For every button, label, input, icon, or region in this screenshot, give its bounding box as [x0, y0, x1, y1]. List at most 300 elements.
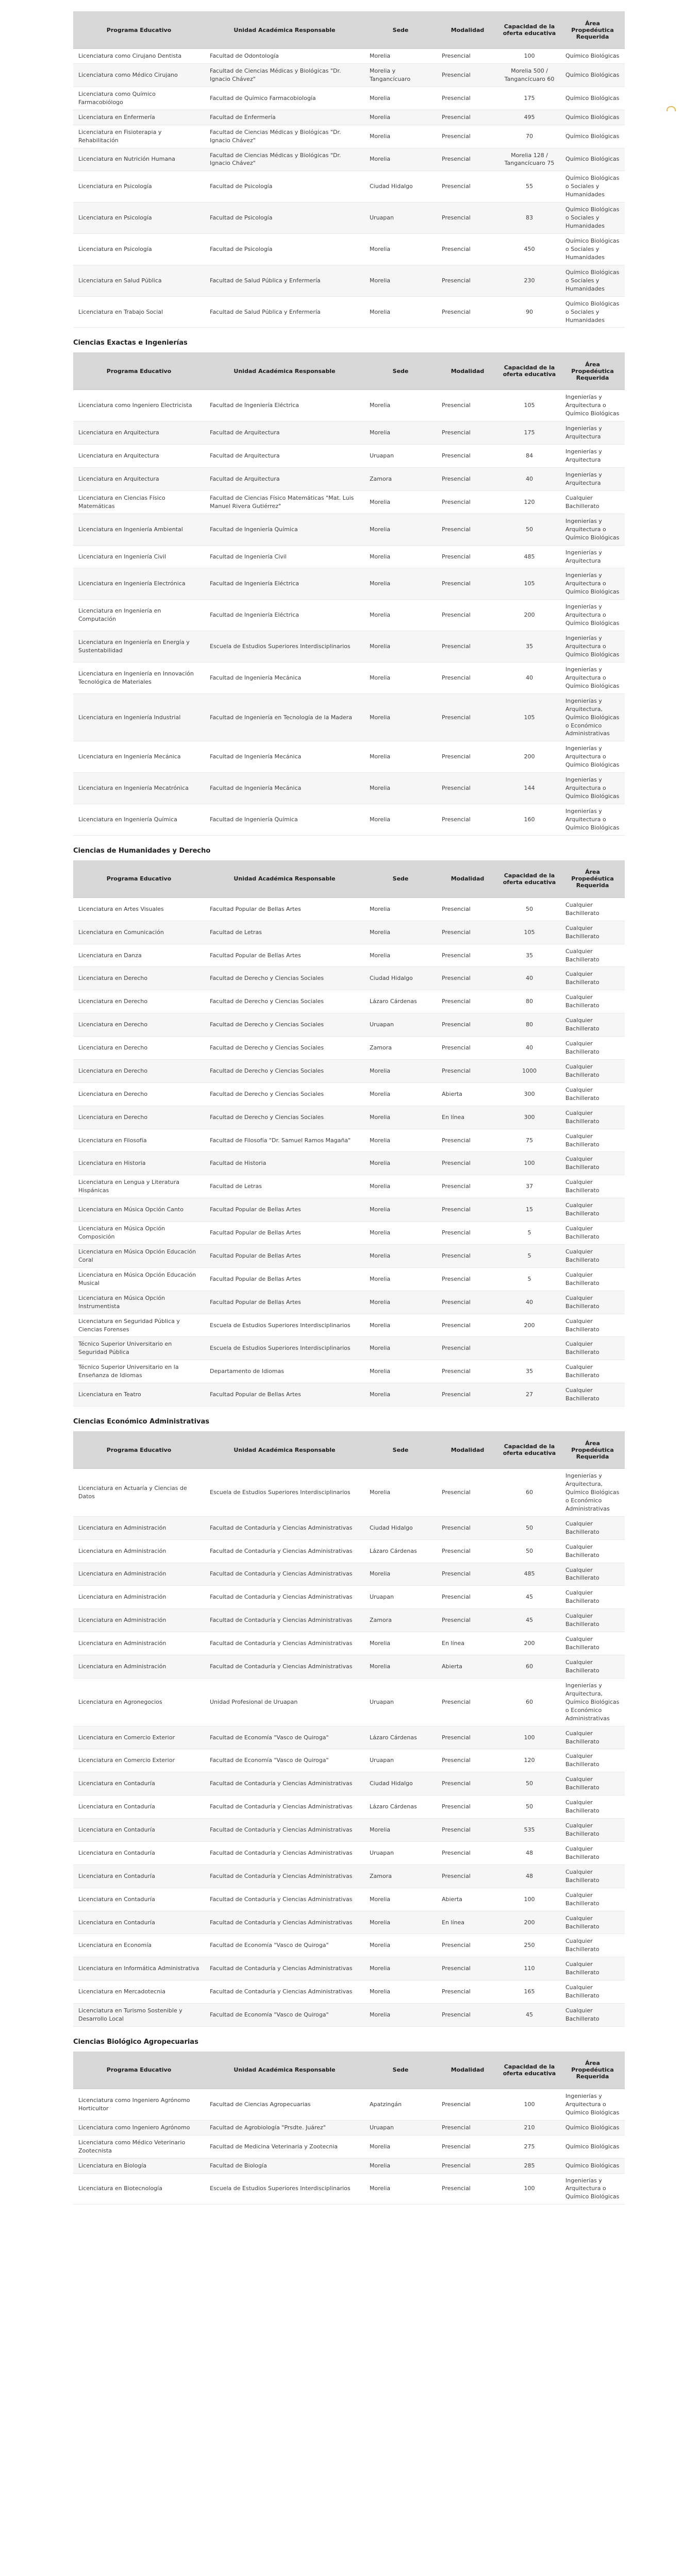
- cell-capacity: 55: [498, 171, 560, 202]
- cell-capacity: Morelia 128 / Tangancícuaro 75: [498, 148, 560, 171]
- section-title: Ciencias Económico Administrativas: [73, 1418, 210, 1426]
- table-row: [73, 662, 625, 693]
- cell-capacity: 120: [498, 490, 560, 514]
- cell-program: Licenciatura como Médico Veterinario Zootecnista: [73, 2135, 205, 2158]
- cell-capacity: 144: [498, 773, 560, 804]
- table-row: [73, 87, 625, 110]
- cell-modality: Abierta: [437, 1082, 498, 1106]
- table-row: [73, 1841, 625, 1865]
- cell-program: Licenciatura en Administración: [73, 1539, 205, 1563]
- cell-capacity: 5: [498, 1244, 560, 1267]
- cell-modality: Presencial: [437, 1013, 498, 1037]
- cell-program: Licenciatura en Salud Pública: [73, 265, 205, 296]
- table-row: [73, 1980, 625, 2004]
- table-row: [73, 2158, 625, 2173]
- cell-unit: Facultad de Ciencias Médicas y Biológicas "Dr. Ignacio Chávez": [205, 63, 364, 87]
- column-header-modality: Modalidad: [437, 860, 498, 898]
- cell-program: Licenciatura en Lengua y Literatura Hispánicas: [73, 1175, 205, 1198]
- cell-site: Morelia: [364, 545, 437, 568]
- cell-area: Cualquier Bachillerato: [560, 1609, 625, 1632]
- column-header-unit: Unidad Académica Responsable: [205, 860, 364, 898]
- cell-area: Ingenierías y Arquitectura o Químico Biológicas: [560, 804, 625, 836]
- cell-area: Químico Biológicas: [560, 125, 625, 148]
- cell-unit: Facultad de Letras: [205, 1175, 364, 1198]
- cell-site: Morelia: [364, 265, 437, 296]
- cell-program: Licenciatura en Mercadotecnia: [73, 1980, 205, 2004]
- cell-unit: Facultad de Contaduría y Ciencias Administrativas: [205, 1563, 364, 1586]
- cell-site: Morelia: [364, 631, 437, 663]
- table-row: [73, 265, 625, 296]
- cell-capacity: 60: [498, 1678, 560, 1726]
- cell-unit: Facultad de Contaduría y Ciencias Administrativas: [205, 1865, 364, 1888]
- cell-capacity: 175: [498, 87, 560, 110]
- column-header-capacity: Capacidad de la oferta educativa: [498, 352, 560, 390]
- cell-site: Morelia: [364, 773, 437, 804]
- table-row: [73, 1795, 625, 1819]
- cell-modality: Presencial: [437, 1539, 498, 1563]
- cell-site: Morelia: [364, 1957, 437, 1980]
- program-section: [73, 1418, 625, 2031]
- table-row: [73, 1609, 625, 1632]
- table-row: [73, 2004, 625, 2027]
- cell-area: Cualquier Bachillerato: [560, 1337, 625, 1360]
- cell-site: Morelia: [364, 234, 437, 265]
- cell-area: Cualquier Bachillerato: [560, 1198, 625, 1222]
- cell-area: Ingenierías y Arquitectura: [560, 468, 625, 491]
- cell-site: Morelia: [364, 110, 437, 125]
- table-row: [73, 693, 625, 741]
- cell-modality: Presencial: [437, 600, 498, 631]
- table-row: [73, 1152, 625, 1175]
- cell-program: Licenciatura en Danza: [73, 944, 205, 967]
- cell-site: Morelia: [364, 1198, 437, 1222]
- cell-capacity: 15: [498, 1198, 560, 1222]
- cell-modality: Presencial: [437, 265, 498, 296]
- cell-area: Cualquier Bachillerato: [560, 1841, 625, 1865]
- cell-site: Morelia: [364, 1129, 437, 1152]
- cell-area: Cualquier Bachillerato: [560, 1563, 625, 1586]
- cell-area: Cualquier Bachillerato: [560, 1175, 625, 1198]
- table-row: [73, 1865, 625, 1888]
- column-header-area: Área Propedéutica Requerida: [560, 860, 625, 898]
- cell-modality: Presencial: [437, 1383, 498, 1406]
- column-header-program: Programa Educativo: [73, 860, 205, 898]
- cell-capacity: 60: [498, 1469, 560, 1517]
- cell-capacity: 45: [498, 2004, 560, 2027]
- cell-modality: Presencial: [437, 1360, 498, 1383]
- cell-program: Licenciatura en Ingeniería Mecatrónica: [73, 773, 205, 804]
- cell-capacity: 5: [498, 1267, 560, 1291]
- cell-area: Químico Biológicas o Sociales y Humanidades: [560, 202, 625, 234]
- cell-area: Cualquier Bachillerato: [560, 1152, 625, 1175]
- cell-area: Cualquier Bachillerato: [560, 490, 625, 514]
- cell-modality: Presencial: [437, 741, 498, 773]
- table-row: [73, 125, 625, 148]
- cell-modality: Presencial: [437, 1678, 498, 1726]
- cell-area: Ingenierías y Arquitectura o Químico Biológicas: [560, 514, 625, 545]
- cell-area: Ingenierías y Arquitectura, Químico Biológicas o Económico Administrativas: [560, 1469, 625, 1517]
- cell-site: Morelia: [364, 568, 437, 600]
- cell-unit: Facultad de Contaduría y Ciencias Administrativas: [205, 1980, 364, 2004]
- cell-site: Morelia: [364, 2135, 437, 2158]
- cell-program: Licenciatura en Arquitectura: [73, 468, 205, 491]
- cell-program: Licenciatura como Médico Cirujano: [73, 63, 205, 87]
- cell-area: Ingenierías y Arquitectura o Químico Biológicas: [560, 631, 625, 663]
- cell-capacity: 50: [498, 514, 560, 545]
- cell-program: Licenciatura como Ingeniero Agrónomo Horticultor: [73, 2089, 205, 2120]
- cell-modality: Presencial: [437, 2158, 498, 2173]
- cell-unit: Facultad de Arquitectura: [205, 445, 364, 468]
- program-section: [73, 3, 625, 332]
- scroll-indicator-icon[interactable]: [667, 106, 676, 111]
- section-title: Ciencias Exactas e Ingenierías: [73, 339, 188, 347]
- cell-program: Licenciatura en Derecho: [73, 1037, 205, 1060]
- table-row: [73, 1059, 625, 1082]
- cell-area: Cualquier Bachillerato: [560, 1222, 625, 1245]
- cell-unit: Facultad de Derecho y Ciencias Sociales: [205, 1037, 364, 1060]
- cell-capacity: 50: [498, 1795, 560, 1819]
- cell-capacity: 200: [498, 1314, 560, 1337]
- cell-modality: Presencial: [437, 296, 498, 328]
- table-row: [73, 1222, 625, 1245]
- column-header-program: Programa Educativo: [73, 1431, 205, 1469]
- table-row: [73, 1013, 625, 1037]
- table-row: [73, 967, 625, 990]
- table-header-row: [73, 860, 625, 898]
- cell-area: Cualquier Bachillerato: [560, 1632, 625, 1655]
- table-row: [73, 1888, 625, 1911]
- cell-unit: Facultad Popular de Bellas Artes: [205, 1291, 364, 1314]
- cell-modality: Presencial: [437, 87, 498, 110]
- cell-area: Cualquier Bachillerato: [560, 1267, 625, 1291]
- table-row: [73, 2135, 625, 2158]
- table-row: [73, 1198, 625, 1222]
- cell-program: Licenciatura en Informática Administrativa: [73, 1957, 205, 1980]
- cell-program: Licenciatura en Psicología: [73, 171, 205, 202]
- cell-program: Licenciatura en Comercio Exterior: [73, 1749, 205, 1772]
- cell-site: Morelia: [364, 1934, 437, 1957]
- cell-area: Químico Biológicas o Sociales y Humanidades: [560, 296, 625, 328]
- cell-modality: Presencial: [437, 490, 498, 514]
- cell-modality: En línea: [437, 1632, 498, 1655]
- table-row: [73, 773, 625, 804]
- cell-site: Morelia: [364, 296, 437, 328]
- table-row: [73, 148, 625, 171]
- cell-program: Licenciatura en Biotecnología: [73, 2173, 205, 2205]
- table-row: [73, 2120, 625, 2135]
- cell-unit: Facultad de Contaduría y Ciencias Administrativas: [205, 1772, 364, 1795]
- cell-unit: Facultad de Psicología: [205, 202, 364, 234]
- cell-program: Licenciatura en Comunicación: [73, 921, 205, 944]
- table-row: [73, 2089, 625, 2120]
- cell-program: Licenciatura en Ciencias Físico Matemáticas: [73, 490, 205, 514]
- cell-area: Ingenierías y Arquitectura o Químico Biológicas: [560, 568, 625, 600]
- cell-area: Cualquier Bachillerato: [560, 1934, 625, 1957]
- table-row: [73, 490, 625, 514]
- cell-unit: Unidad Profesional de Uruapan: [205, 1678, 364, 1726]
- cell-capacity: 35: [498, 944, 560, 967]
- cell-unit: Facultad de Letras: [205, 921, 364, 944]
- cell-modality: Presencial: [437, 468, 498, 491]
- cell-capacity: 160: [498, 804, 560, 836]
- column-header-program: Programa Educativo: [73, 11, 205, 49]
- column-header-capacity: Capacidad de la oferta educativa: [498, 11, 560, 49]
- cell-unit: Facultad de Economía "Vasco de Quiroga": [205, 1749, 364, 1772]
- cell-capacity: 200: [498, 741, 560, 773]
- cell-capacity: 1000: [498, 1059, 560, 1082]
- cell-unit: Facultad de Contaduría y Ciencias Administrativas: [205, 1632, 364, 1655]
- cell-program: Licenciatura en Derecho: [73, 967, 205, 990]
- cell-site: Uruapan: [364, 1586, 437, 1609]
- cell-unit: Facultad de Derecho y Ciencias Sociales: [205, 1059, 364, 1082]
- cell-site: Uruapan: [364, 2120, 437, 2135]
- cell-area: Cualquier Bachillerato: [560, 944, 625, 967]
- cell-program: Licenciatura en Ingeniería en Computación: [73, 600, 205, 631]
- cell-modality: Presencial: [437, 1175, 498, 1198]
- cell-unit: Facultad de Biología: [205, 2158, 364, 2173]
- cell-modality: Presencial: [437, 2089, 498, 2120]
- cell-capacity: 40: [498, 662, 560, 693]
- cell-unit: Facultad de Ingeniería Eléctrica: [205, 600, 364, 631]
- cell-capacity: 80: [498, 990, 560, 1013]
- cell-unit: Escuela de Estudios Superiores Interdisciplinarios: [205, 2173, 364, 2205]
- cell-modality: Presencial: [437, 1726, 498, 1749]
- table-header-row: [73, 11, 625, 49]
- table-row: [73, 468, 625, 491]
- cell-unit: Escuela de Estudios Superiores Interdisciplinarios: [205, 1469, 364, 1517]
- cell-capacity: 100: [498, 1726, 560, 1749]
- cell-modality: Presencial: [437, 2173, 498, 2205]
- cell-modality: Abierta: [437, 1888, 498, 1911]
- cell-unit: Facultad de Economía "Vasco de Quiroga": [205, 1934, 364, 1957]
- cell-site: Morelia: [364, 1888, 437, 1911]
- cell-capacity: 495: [498, 110, 560, 125]
- cell-capacity: 200: [498, 600, 560, 631]
- table-header-row: [73, 352, 625, 390]
- cell-capacity: 165: [498, 1980, 560, 2004]
- cell-program: Licenciatura como Químico Farmacobiólogo: [73, 87, 205, 110]
- cell-program: Licenciatura en Administración: [73, 1609, 205, 1632]
- cell-area: Cualquier Bachillerato: [560, 1586, 625, 1609]
- cell-capacity: 37: [498, 1175, 560, 1198]
- cell-capacity: 250: [498, 1934, 560, 1957]
- column-header-site: Sede: [364, 860, 437, 898]
- cell-modality: Presencial: [437, 944, 498, 967]
- cell-unit: Facultad de Ingeniería en Tecnología de la Madera: [205, 693, 364, 741]
- cell-program: Licenciatura en Música Opción Instrumentista: [73, 1291, 205, 1314]
- table-row: [73, 445, 625, 468]
- column-header-modality: Modalidad: [437, 352, 498, 390]
- cell-program: Licenciatura en Artes Visuales: [73, 897, 205, 921]
- cell-area: Ingenierías y Arquitectura o Químico Biológicas: [560, 773, 625, 804]
- cell-modality: Presencial: [437, 390, 498, 421]
- cell-modality: Presencial: [437, 967, 498, 990]
- cell-area: Cualquier Bachillerato: [560, 897, 625, 921]
- cell-site: Morelia: [364, 125, 437, 148]
- cell-modality: Presencial: [437, 49, 498, 64]
- cell-area: Cualquier Bachillerato: [560, 1957, 625, 1980]
- cell-capacity: 90: [498, 296, 560, 328]
- cell-site: Uruapan: [364, 1013, 437, 1037]
- cell-modality: Presencial: [437, 63, 498, 87]
- cell-unit: Facultad de Historia: [205, 1152, 364, 1175]
- cell-program: Técnico Superior Universitario en Seguridad Pública: [73, 1337, 205, 1360]
- cell-program: Licenciatura en Seguridad Pública y Ciencias Forenses: [73, 1314, 205, 1337]
- table-row: [73, 1175, 625, 1198]
- cell-unit: Facultad de Ingeniería Mecánica: [205, 662, 364, 693]
- cell-unit: Facultad de Salud Pública y Enfermería: [205, 296, 364, 328]
- cell-modality: Presencial: [437, 1841, 498, 1865]
- cell-site: Morelia: [364, 49, 437, 64]
- cell-modality: En línea: [437, 1911, 498, 1934]
- cell-area: Cualquier Bachillerato: [560, 967, 625, 990]
- cell-modality: Presencial: [437, 445, 498, 468]
- cell-modality: Presencial: [437, 1586, 498, 1609]
- column-header-area: Área Propedéutica Requerida: [560, 352, 625, 390]
- cell-program: Licenciatura en Biología: [73, 2158, 205, 2173]
- column-header-area: Área Propedéutica Requerida: [560, 1431, 625, 1469]
- cell-modality: Presencial: [437, 1291, 498, 1314]
- table-row: [73, 1934, 625, 1957]
- cell-unit: Facultad Popular de Bellas Artes: [205, 1222, 364, 1245]
- cell-area: Ingenierías y Arquitectura o Químico Biológicas: [560, 662, 625, 693]
- cell-modality: Presencial: [437, 171, 498, 202]
- column-header-area: Área Propedéutica Requerida: [560, 2052, 625, 2089]
- cell-program: Licenciatura en Derecho: [73, 990, 205, 1013]
- cell-modality: Presencial: [437, 693, 498, 741]
- cell-unit: Facultad de Contaduría y Ciencias Administrativas: [205, 1586, 364, 1609]
- cell-unit: Facultad de Derecho y Ciencias Sociales: [205, 967, 364, 990]
- table-row: [73, 1337, 625, 1360]
- cell-capacity: 105: [498, 921, 560, 944]
- cell-site: Morelia: [364, 1383, 437, 1406]
- cell-site: Morelia: [364, 87, 437, 110]
- cell-program: Licenciatura en Contaduría: [73, 1865, 205, 1888]
- table-row: [73, 545, 625, 568]
- column-header-capacity: Capacidad de la oferta educativa: [498, 860, 560, 898]
- cell-site: Uruapan: [364, 202, 437, 234]
- cell-program: Licenciatura en Ingeniería Electrónica: [73, 568, 205, 600]
- cell-capacity: 70: [498, 125, 560, 148]
- cell-site: Ciudad Hidalgo: [364, 1516, 437, 1539]
- cell-capacity: 45: [498, 1586, 560, 1609]
- cell-program: Licenciatura en Ingeniería en Energía y Sustentabilidad: [73, 631, 205, 663]
- cell-capacity: 60: [498, 1655, 560, 1679]
- cell-site: Morelia: [364, 693, 437, 741]
- cell-program: Licenciatura en Música Opción Educación Musical: [73, 1267, 205, 1291]
- cell-site: Ciudad Hidalgo: [364, 1772, 437, 1795]
- cell-program: Licenciatura en Ingeniería Mecánica: [73, 741, 205, 773]
- cell-capacity: 35: [498, 1360, 560, 1383]
- table-row: [73, 1586, 625, 1609]
- cell-modality: Presencial: [437, 545, 498, 568]
- cell-capacity: 210: [498, 2120, 560, 2135]
- table-row: [73, 600, 625, 631]
- cell-unit: Facultad Popular de Bellas Artes: [205, 897, 364, 921]
- program-section: [73, 339, 625, 839]
- table-row: [73, 1772, 625, 1795]
- table-row: [73, 1244, 625, 1267]
- cell-program: Licenciatura en Contaduría: [73, 1911, 205, 1934]
- cell-modality: Presencial: [437, 234, 498, 265]
- cell-capacity: 285: [498, 2158, 560, 2173]
- cell-program: Licenciatura en Filosofía: [73, 1129, 205, 1152]
- cell-area: Químico Biológicas: [560, 2120, 625, 2135]
- table-row: [73, 990, 625, 1013]
- column-header-modality: Modalidad: [437, 2052, 498, 2089]
- cell-site: Morelia: [364, 1175, 437, 1198]
- cell-program: Licenciatura en Arquitectura: [73, 421, 205, 445]
- cell-capacity: 40: [498, 967, 560, 990]
- cell-modality: Presencial: [437, 202, 498, 234]
- cell-site: Morelia: [364, 1244, 437, 1267]
- cell-site: Morelia: [364, 1291, 437, 1314]
- cell-capacity: 450: [498, 234, 560, 265]
- cell-area: Ingenierías y Arquitectura o Químico Biológicas: [560, 600, 625, 631]
- cell-unit: Facultad Popular de Bellas Artes: [205, 1198, 364, 1222]
- cell-unit: Facultad de Odontología: [205, 49, 364, 64]
- cell-unit: Facultad de Salud Pública y Enfermería: [205, 265, 364, 296]
- cell-modality: Presencial: [437, 1795, 498, 1819]
- cell-modality: Abierta: [437, 1655, 498, 1679]
- cell-unit: Facultad de Químico Farmacobiología: [205, 87, 364, 110]
- sections-root: [73, 3, 625, 2209]
- section-title: Ciencias de Humanidades y Derecho: [73, 846, 211, 855]
- cell-capacity: 27: [498, 1383, 560, 1406]
- cell-capacity: 50: [498, 1772, 560, 1795]
- cell-area: Cualquier Bachillerato: [560, 1749, 625, 1772]
- cell-site: Morelia: [364, 1563, 437, 1586]
- cell-site: Ciudad Hidalgo: [364, 171, 437, 202]
- table-row: [73, 1082, 625, 1106]
- cell-capacity: 175: [498, 421, 560, 445]
- cell-area: Químico Biológicas o Sociales y Humanidades: [560, 234, 625, 265]
- column-header-program: Programa Educativo: [73, 352, 205, 390]
- cell-modality: Presencial: [437, 2120, 498, 2135]
- cell-unit: Facultad de Contaduría y Ciencias Administrativas: [205, 1655, 364, 1679]
- column-header-capacity: Capacidad de la oferta educativa: [498, 2052, 560, 2089]
- table-row: [73, 421, 625, 445]
- cell-area: Ingenierías y Arquitectura: [560, 421, 625, 445]
- cell-site: Morelia: [364, 2173, 437, 2205]
- cell-site: Morelia: [364, 1059, 437, 1082]
- cell-modality: Presencial: [437, 1198, 498, 1222]
- cell-program: Licenciatura en Derecho: [73, 1013, 205, 1037]
- cell-area: Ingenierías y Arquitectura, Químico Biológicas o Económico Administrativas: [560, 693, 625, 741]
- cell-area: Cualquier Bachillerato: [560, 1516, 625, 1539]
- cell-area: Químico Biológicas: [560, 87, 625, 110]
- cell-capacity: 200: [498, 1632, 560, 1655]
- cell-unit: Facultad de Ingeniería Eléctrica: [205, 568, 364, 600]
- cell-unit: Facultad de Ciencias Físico Matemáticas "Mat. Luis Manuel Rivera Gutiérrez": [205, 490, 364, 514]
- cell-unit: Facultad de Arquitectura: [205, 421, 364, 445]
- cell-site: Uruapan: [364, 1678, 437, 1726]
- cell-unit: Facultad de Ingeniería Química: [205, 514, 364, 545]
- cell-capacity: 50: [498, 1539, 560, 1563]
- programs-table: [73, 2052, 625, 2205]
- cell-capacity: 83: [498, 202, 560, 234]
- section-title: [73, 3, 625, 11]
- cell-modality: Presencial: [437, 2135, 498, 2158]
- cell-program: Licenciatura en Contaduría: [73, 1841, 205, 1865]
- cell-area: Cualquier Bachillerato: [560, 1383, 625, 1406]
- cell-site: Morelia: [364, 944, 437, 967]
- cell-capacity: 45: [498, 1609, 560, 1632]
- cell-area: Cualquier Bachillerato: [560, 1129, 625, 1152]
- cell-area: Cualquier Bachillerato: [560, 1888, 625, 1911]
- table-row: [73, 921, 625, 944]
- column-header-area: Área Propedéutica Requerida: [560, 11, 625, 49]
